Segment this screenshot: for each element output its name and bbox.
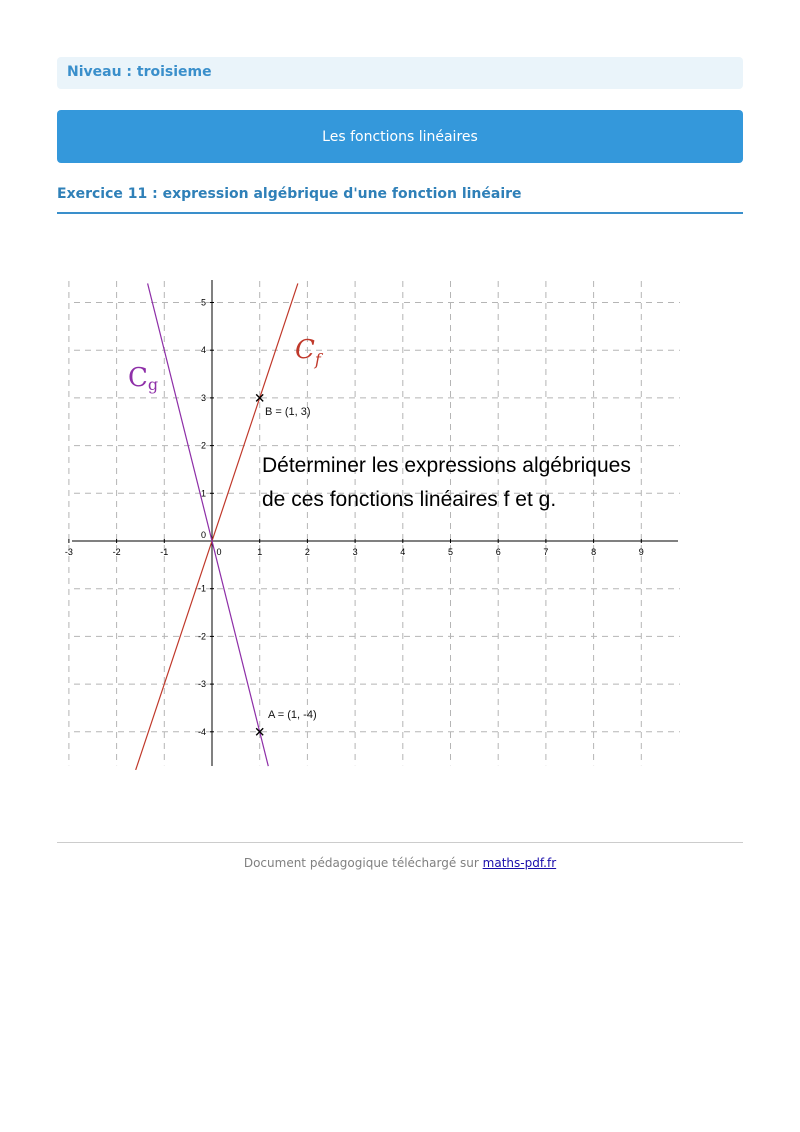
chapter-title: Les fonctions linéaires [322,128,478,145]
instruction-line-2: de ces fonctions linéaires f et g. [262,488,557,511]
tick-labels [65,298,644,737]
exercise-title: Exercice 11 : expression algébrique d'une fonction linéaire [57,186,743,214]
x-tick-label: 2 [304,547,310,557]
x-tick-label: 7 [543,547,549,557]
point-b-label: B = (1, 3) [265,406,311,418]
footer-text: Document pédagogique téléchargé sur [243,856,479,870]
x-tick-label: 8 [591,547,597,557]
chapter-title-bar [57,110,743,163]
x-tick-label: -3 [64,547,73,557]
x-tick-label: 0 [216,547,222,557]
function-graph [60,270,700,770]
x-tick-label: 6 [495,547,501,557]
y-tick-label: 1 [200,488,206,499]
y-tick-label: 4 [200,345,206,356]
footer-divider [57,842,743,843]
y-tick-label: -4 [197,726,206,737]
y-tick-label: 5 [200,297,206,308]
function-lines [136,283,298,770]
y-tick-label: -3 [197,679,206,690]
axes [72,280,678,766]
x-tick-label: -1 [160,547,169,557]
footer [57,856,743,870]
level-badge: Niveau : troisieme [57,57,743,89]
x-tick-label: 5 [447,547,454,557]
y-tick-label: -1 [197,583,206,594]
x-tick-label: 1 [257,547,263,557]
y-tick-label: -2 [197,631,206,642]
y-tick-label: 2 [200,440,206,451]
x-tick-label: -2 [112,547,121,557]
footer-link[interactable]: maths-pdf.fr [482,856,557,870]
x-tick-label: 9 [638,547,644,557]
y-tick-label: 0 [200,530,206,540]
y-tick-label: 3 [200,392,206,403]
x-tick-label: 4 [400,547,406,557]
curve-g-label: Cg [128,363,159,394]
point-a-label: A = (1, -4) [268,709,317,721]
x-tick-label: 3 [352,547,358,557]
grid [69,281,680,765]
series-line-cf [136,283,298,770]
instruction-line-1: Déterminer les expressions algébriques [262,454,631,477]
curve-f-label: $C_f$ [295,335,321,369]
series-line-cg [148,283,269,766]
